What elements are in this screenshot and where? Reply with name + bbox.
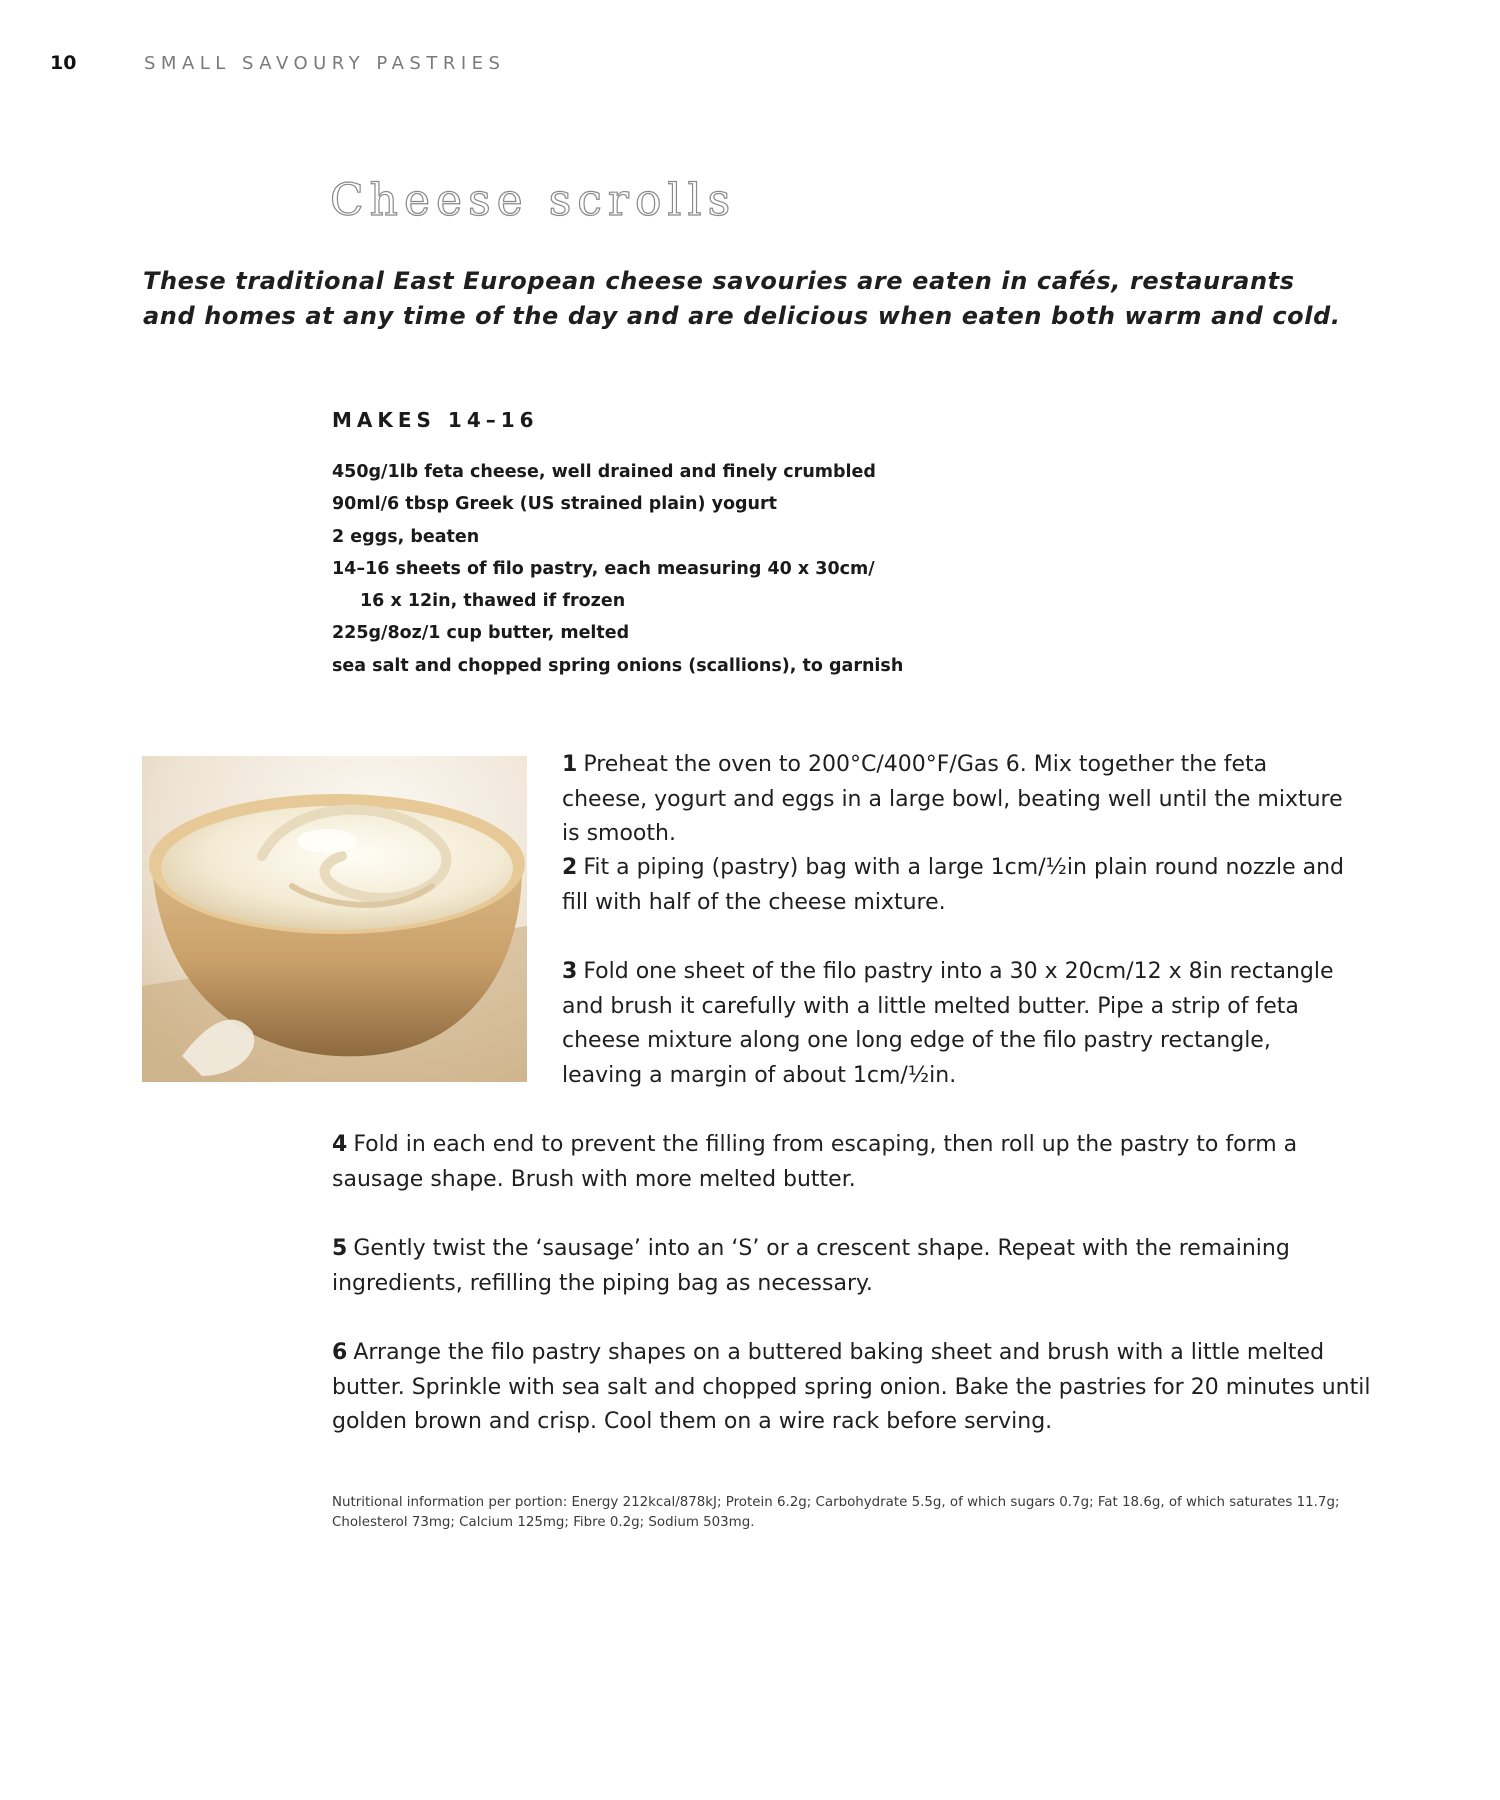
step-number: 2 [562, 855, 578, 880]
ingredient-text: 450g/1lb feta cheese, well drained and finely crumbled [332, 462, 876, 482]
step-text: Fit a piping (pastry) bag with a large 1cm/½in plain round nozzle and fill with half of the cheese mixture. [562, 855, 1344, 915]
method-step [332, 1232, 1372, 1301]
nutrition-info: Nutritional information per portion: Energy 212kcal/878kJ; Protein 6.2g; Carbohydrate 5.5g, of which sugars 0.7g; Fat 18.6g, of which saturates 11.7g; Cholesterol 73mg; Calcium 125mg; Fibre 0.2g; Sodium 503mg. [332, 1495, 1340, 1530]
ingredient-item [332, 488, 1132, 520]
ingredient-text: 2 eggs, beaten [332, 526, 480, 547]
step-number: 4 [332, 1132, 348, 1157]
page-number: 10 [50, 52, 77, 74]
ingredient-item [332, 521, 1132, 553]
ingredient-item [332, 456, 1132, 488]
ingredient-item [332, 617, 1132, 649]
ingredient-text: 90ml/6 tbsp Greek (US strained plain) yogurt [332, 494, 778, 515]
ingredient-item [332, 650, 1132, 682]
recipe-intro: These traditional East European cheese savouries are eaten in cafés, restaurants and homes at any time of the day and are delicious when eaten both warm and cold. [143, 267, 1341, 330]
step-number: 1 [562, 752, 578, 777]
recipe-title: Cheese scrolls [330, 175, 737, 226]
ingredient-list [332, 456, 1132, 682]
method-step [332, 1336, 1372, 1440]
ingredient-text: 14–16 sheets of filo pastry, each measuring 40 x 30cm/ [332, 558, 875, 579]
method-step [332, 1128, 1372, 1197]
ingredient-continuation: 16 x 12in, thawed if frozen [360, 591, 626, 612]
ingredient-text: 225g/8oz/1 cup butter, melted [332, 623, 630, 644]
cheese-bowl-icon [142, 756, 527, 1082]
step-text: Gently twist the ‘sausage’ into an ‘S’ or a crescent shape. Repeat with the remaining ingredients, refilling the piping bag as necessary. [332, 1236, 1290, 1296]
step-number: 3 [562, 959, 578, 984]
page-header [50, 52, 650, 82]
method-step [562, 955, 1352, 1093]
section-title: SMALL SAVOURY PASTRIES [144, 53, 506, 74]
makes-quantity: MAKES 14–16 [332, 408, 539, 432]
step-number: 5 [332, 1236, 348, 1261]
step-text: Fold in each end to prevent the filling from escaping, then roll up the pastry to form a sausage shape. Brush with more melted butter. [332, 1132, 1298, 1192]
cheese-bowl-photo [142, 756, 527, 1082]
step-number: 6 [332, 1340, 348, 1365]
ingredient-text: sea salt and chopped spring onions (scallions), to garnish [332, 655, 904, 676]
step-text: Fold one sheet of the filo pastry into a 30 x 20cm/12 x 8in rectangle and brush it carefully with a little melted butter. Pipe a strip of feta cheese mixture along one long edge of the filo pastry rectangle, leaving a margin of about 1cm/½in. [562, 959, 1334, 1088]
ingredient-item [332, 553, 1132, 618]
step-text: Preheat the oven to 200°C/400°F/Gas 6. Mix together the feta cheese, yogurt and eggs in a large bowl, beating well until the mixture is smooth. [562, 752, 1343, 846]
method-step [562, 748, 1352, 852]
step-text: Arrange the filo pastry shapes on a buttered baking sheet and brush with a little melted butter. Sprinkle with sea salt and chopped spring onion. Bake the pastries for 20 minutes until golden brown and crisp. Cool them on a wire rack before serving. [332, 1340, 1371, 1434]
method-step [562, 851, 1352, 920]
